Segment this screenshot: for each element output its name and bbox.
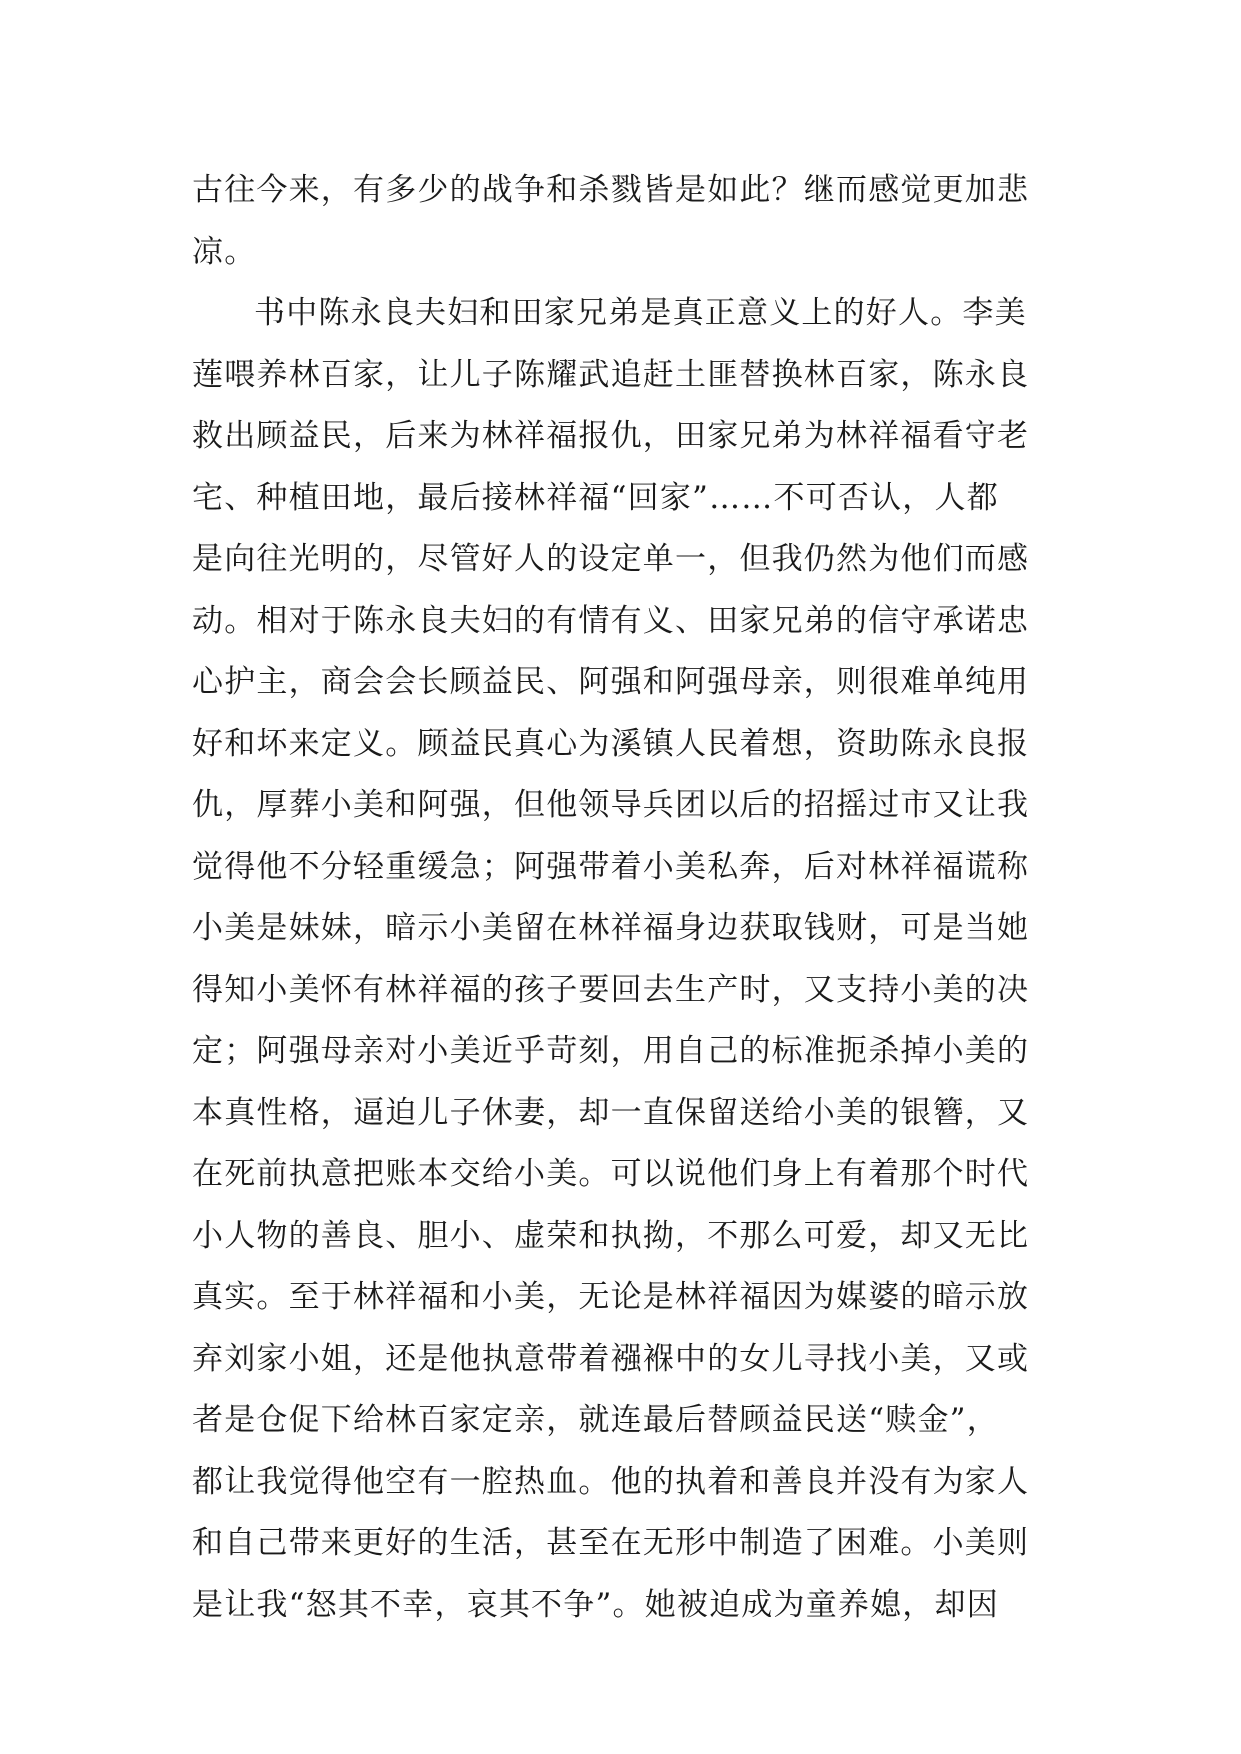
text-line: 定；阿强母亲对小美近乎苛刻，用自己的标准扼杀掉小美的 (192, 1033, 1030, 1069)
text-line: 在死前执意把账本交给小美。可以说他们身上有着那个时代 (192, 1156, 1030, 1192)
text-line: 动。相对于陈永良夫妇的有情有义、田家兄弟的信守承诺忠 (192, 602, 1030, 639)
text-line: 弃刘家小姐，还是他执意带着襁褓中的女儿寻找小美，又或 (192, 1340, 1030, 1377)
text-line: 仇，厚葬小美和阿强，但他领导兵团以后的招摇过市又让我 (192, 787, 1030, 823)
text-line: 宅、种植田地，最后接林祥福“回家”……不可否认，人都 (192, 479, 999, 516)
text-line: 好和坏来定义。顾益民真心为溪镇人民着想，资助陈永良报 (192, 725, 1030, 762)
text-line: 本真性格，逼迫儿子休妻，却一直保留送给小美的银簪，又 (192, 1094, 1030, 1131)
text-line: 古往今来，有多少的战争和杀戮皆是如此？继而感觉更加悲 (192, 172, 1030, 208)
text-line: 真实。至于林祥福和小美，无论是林祥福因为媒婆的暗示放 (192, 1279, 1030, 1315)
text-line: 小美是妹妹，暗示小美留在林祥福身边获取钱财，可是当她 (192, 910, 1030, 946)
text-line: 是让我“怒其不幸，哀其不争”。她被迫成为童养媳，却因 (192, 1586, 999, 1623)
text-line: 小人物的善良、胆小、虚荣和执拗，不那么可爱，却又无比 (192, 1217, 1030, 1254)
text-line: 莲喂养林百家，让儿子陈耀武追赶土匪替换林百家，陈永良 (192, 356, 1030, 393)
paragraph-first-line: 书中陈永良夫妇和田家兄弟是真正意义上的好人。李美 (254, 295, 1027, 331)
text-line: 和自己带来更好的生活，甚至在无形中制造了困难。小美则 (192, 1525, 1030, 1561)
text-line: 觉得他不分轻重缓急；阿强带着小美私奔，后对林祥福谎称 (192, 848, 1030, 885)
text-line: 救出顾益民，后来为林祥福报仇，田家兄弟为林祥福看守老 (192, 418, 1030, 454)
text-line: 心护主，商会会长顾益民、阿强和阿强母亲，则很难单纯用 (192, 664, 1030, 700)
text-line: 都让我觉得他空有一腔热血。他的执着和善良并没有为家人 (192, 1463, 1030, 1500)
text-line: 得知小美怀有林祥福的孩子要回去生产时，又支持小美的决 (192, 971, 1030, 1008)
body-text (192, 160, 1052, 1636)
text-line: 者是仓促下给林百家定亲，就连最后替顾益民送“赎金”， (192, 1402, 999, 1438)
text-line: 凉。 (192, 233, 257, 270)
text-line: 是向往光明的，尽管好人的设定单一，但我仍然为他们而感 (192, 541, 1030, 577)
